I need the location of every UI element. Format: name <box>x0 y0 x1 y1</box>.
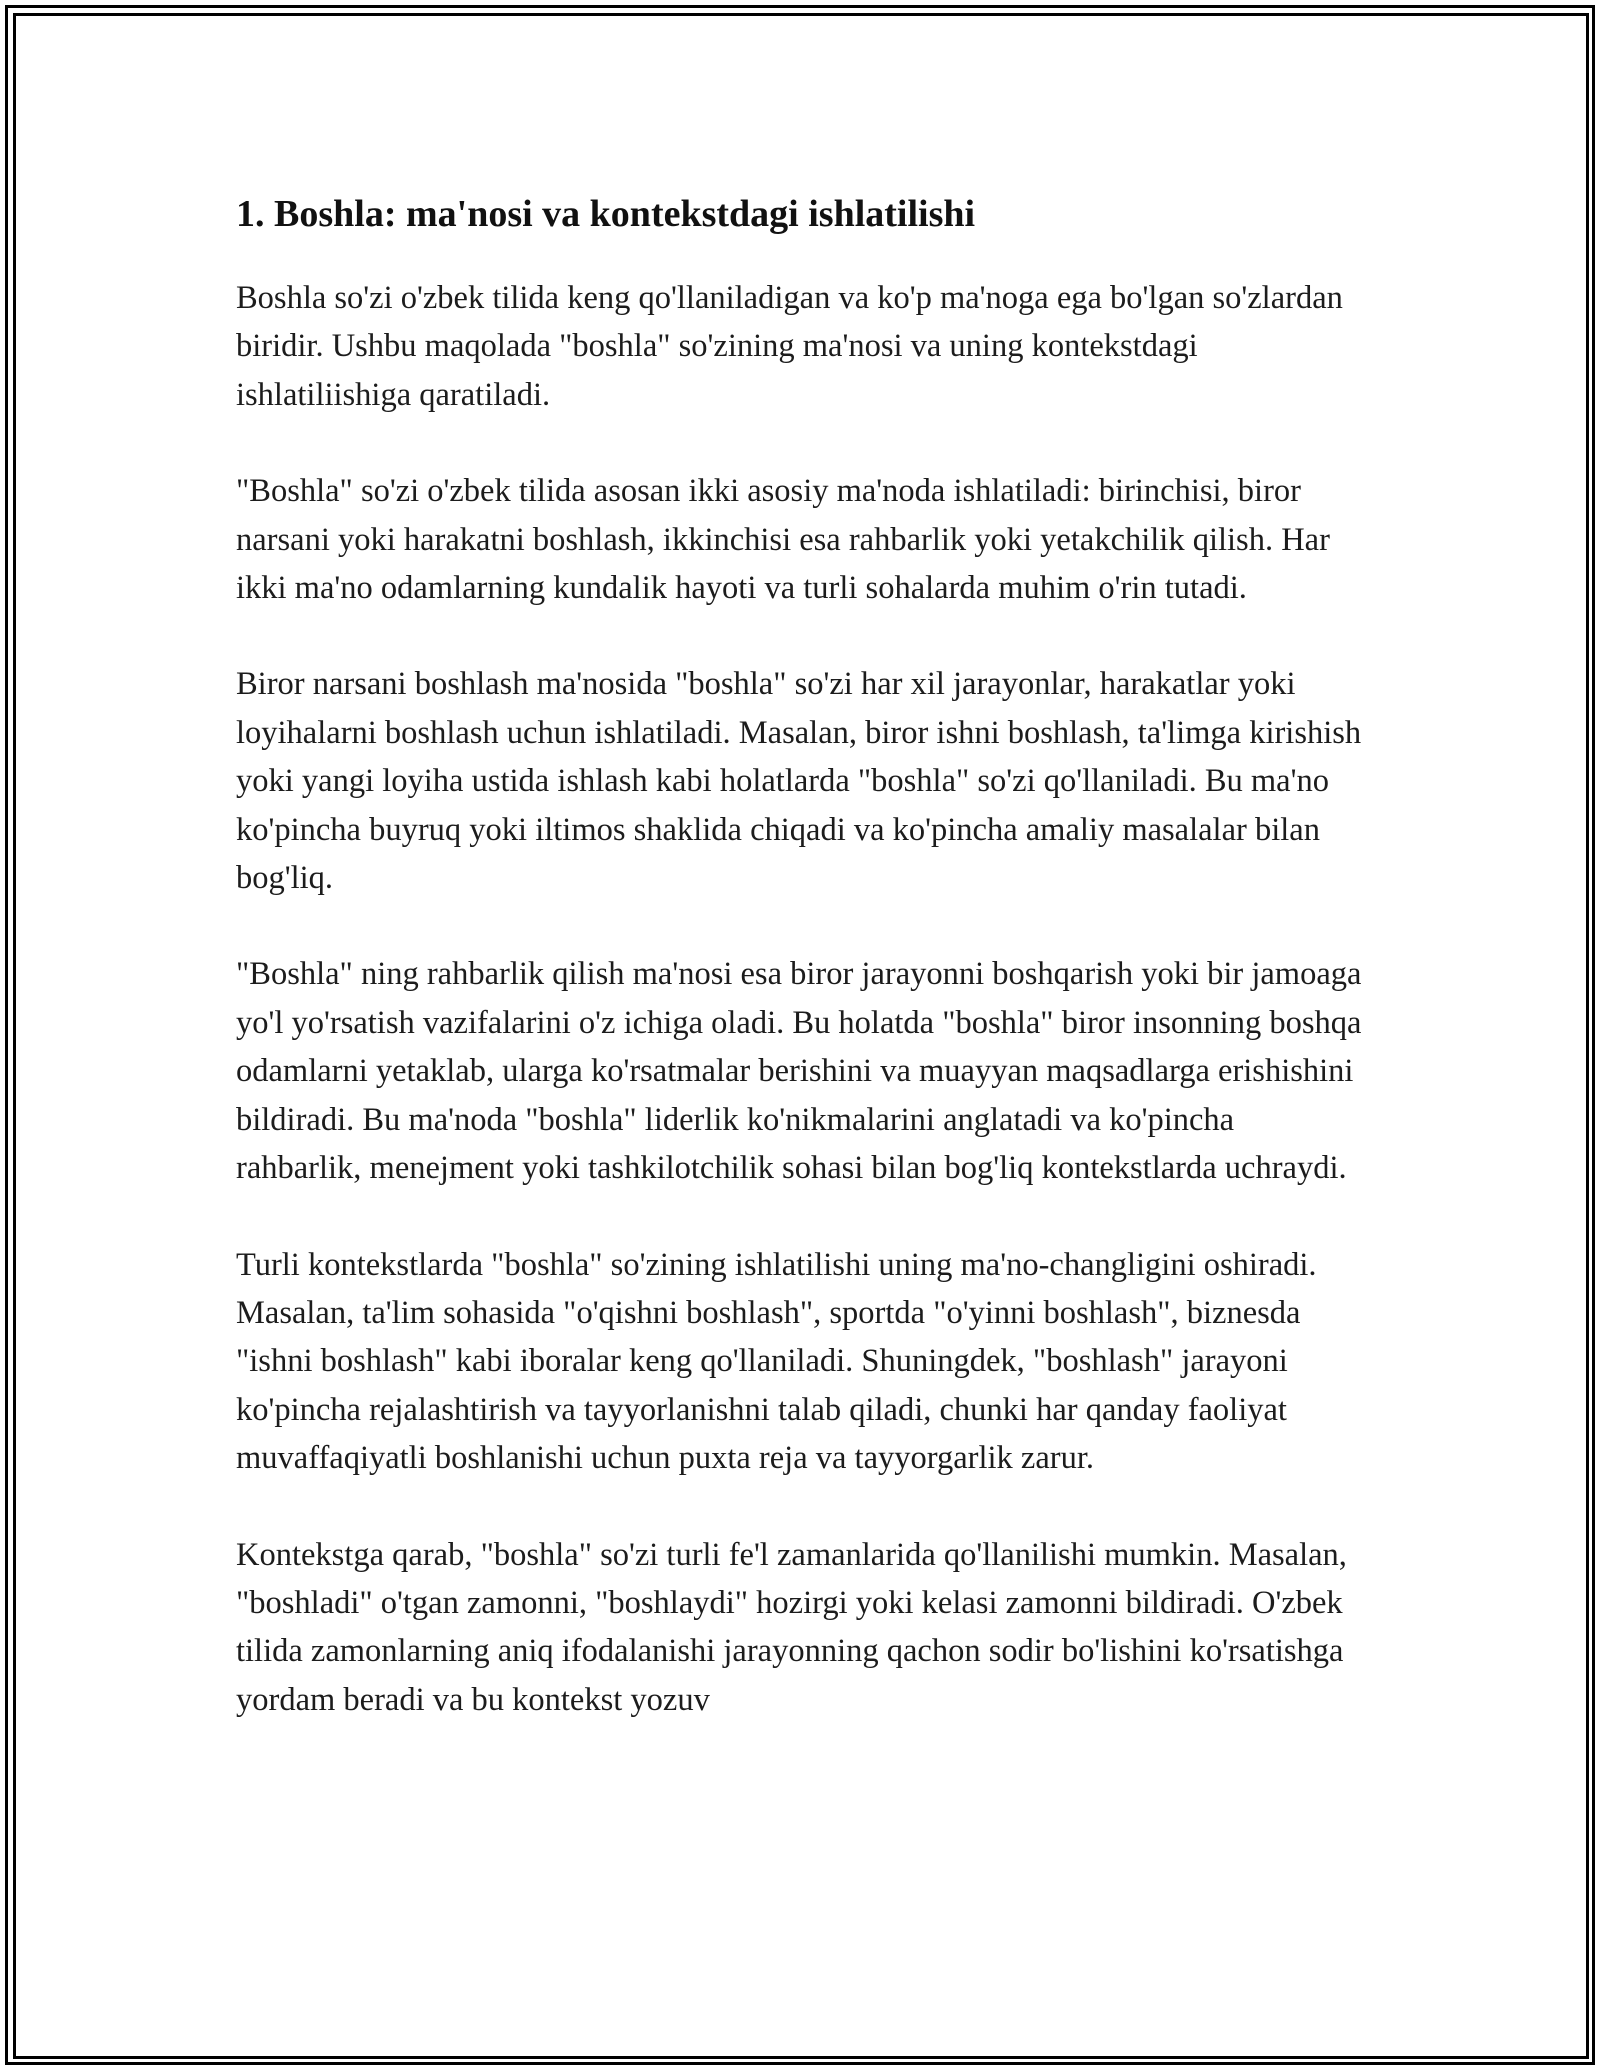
section-heading: 1. Boshla: ma'nosi va kontekstdagi ishlatilishi <box>236 193 976 235</box>
paragraph-4: "Boshla" ning rahbarlik qilish ma'nosi esa biror jarayonni boshqarish yoki bir jamoaga yo'l yo'rsatish vazifalarini o'z ichiga oladi. Bu holatda "boshla" biror insonning boshqa odamlarni yetaklab, ularga ko'rsatmalar berishini va muayyan maqsadlarga erishishini bildiradi. Bu ma'noda "boshla" liderlik ko'nikmalarini anglatadi va ko'pincha rahbarlik, menejment yoki tashkilotchilik sohasi bilan bog'liq kontekstlarda uchraydi. <box>236 956 1362 1187</box>
paragraph-5: Turli kontekstlarda "boshla" so'zining ishlatilishi uning ma'no-changligini oshiradi. Masalan, ta'lim sohasida "o'qishni boshlash", sportda "o'yinni boshlash", biznesda "ishni boshlash" kabi iboralar keng qo'llaniladi. Shuningdek, "boshlash" jarayoni ko'pincha rejalashtirish va tayyorlanishni talab qiladi, chunki har qanday faoliyat muvaffaqiyatli boshlanishi uchun puxta reja va tayyorgarlik zarur. <box>236 1246 1317 1477</box>
paragraph-3: Biror narsani boshlash ma'nosida "boshla" so'zi har xil jarayonlar, harakatlar yoki loyihalarni boshlash uchun ishlatiladi. Masalan, biror ishni boshlash, ta'limga kirishish yoki yangi loyiha ustida ishlash kabi holatlarda "boshla" so'zi qo'llaniladi. Bu ma'no ko'pincha buyruq yoki iltimos shaklida chiqadi va ko'pincha amaliy masalalar bilan bog'liq. <box>236 666 1362 897</box>
paragraph-1: Boshla so'zi o'zbek tilida keng qo'llaniladigan va ko'p ma'noga ega bo'lgan so'zlardan biridir. Ushbu maqolada "boshla" so'zining ma'nosi va uning kontekstdagi ishlatiliishiga qaratiladi. <box>236 280 1343 413</box>
paragraph-6: Kontekstga qarab, "boshla" so'zi turli fe'l zamanlarida qo'llanilishi mumkin. Masalan, "boshladi" o'tgan zamonni, "boshlaydi" hozirgi yoki kelasi zamonni bildiradi. O'zbek tilida zamonlarning aniq ifodalanishi jarayonning qachon sodir bo'lishini ko'rsatishga yordam beradi va bu kontekst yozuv <box>236 1536 1347 1718</box>
paragraph-2: "Boshla" so'zi o'zbek tilida asosan ikki asosiy ma'noda ishlatiladi: birinchisi, biror narsani yoki harakatni boshlash, ikkinchisi esa rahbarlik yoki yetakchilik qilish. Har ikki ma'no odamlarning kundalik hayoti va turli sohalarda muhim o'rin tutadi. <box>236 473 1330 607</box>
document-body <box>236 190 1366 1772</box>
